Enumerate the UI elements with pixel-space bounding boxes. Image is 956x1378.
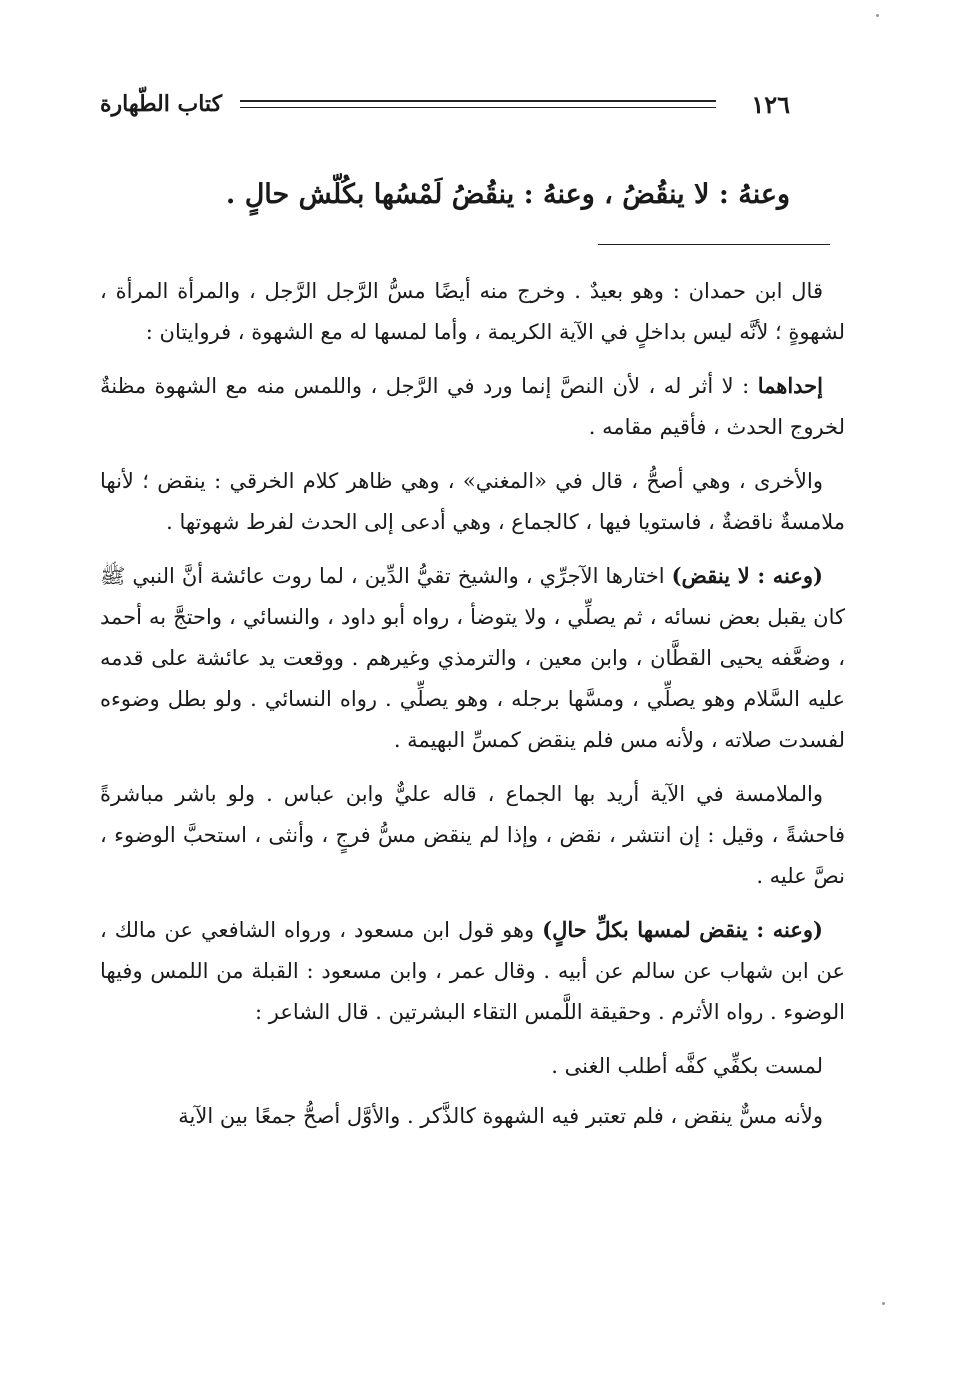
page-number: ١٢٦ (751, 89, 790, 119)
matn-heading: وعنهُ : لا ينقُضُ ، وعنهُ : ينقُضُ لَمْسُها بكُلّش حالٍ . (225, 179, 790, 210)
commentary-body (100, 270, 845, 1149)
paragraph (100, 365, 845, 448)
paragraph-lead: (وعنه : ينقض لمسها بكلِّ حالٍ) (542, 917, 823, 942)
paragraph (100, 773, 845, 897)
paragraph-text: : لا أثر له ، لأن النصَّ إنما ورد في الرَّجل ، واللمس منه مع الشهوة مظنةٌ لخروج الحدث ، فأقيم مقامه . (100, 374, 845, 439)
paragraph-text: اختارها الآجرِّي ، والشيخ تقيُّ الدِّين ، لما روت عائشة أنَّ النبي ﷺ كان يقبل بعض نسائه ، ثم يصلِّي ، ولا يتوضأ ، رواه أبو داود ، والنسائي ، واحتجَّ به أحمد ، وضعَّفه يحيى القطَّان ، وابن معين ، والترمذي وغيرهم . ووقعت يد عائشة على قدمه عليه السَّلام وهو يصلِّي ، ومسَّها برجله ، وهو يصلِّي . رواه النسائي . ولو بطل وضوءه لفسدت صلاته ، ولأنه مس فلم ينقض كمسِّ البهيمة . (100, 564, 845, 752)
paragraph (100, 1095, 845, 1137)
page-header (100, 84, 790, 124)
paragraph-text: لمست بكفِّي كفَّه أطلب الغنى . (551, 1054, 823, 1078)
paragraph (100, 270, 845, 353)
paragraph (100, 555, 845, 761)
paragraph-text: والأخرى ، وهي أصحُّ ، قال في «المغني» ، وهي ظاهر كلام الخرقي : ينقض ؛ لأنها ملامسةٌ ناقضةٌ ، فاستويا فيها ، كالجماع ، وهي أدعى إلى الحدث لفرط شهوتها . (100, 469, 845, 534)
paragraph-lead: إحداهما (757, 373, 823, 398)
scan-speck (876, 14, 879, 17)
verse-line (100, 1045, 845, 1087)
paragraph-text: والملامسة في الآية أريد بها الجماع ، قاله عليٌّ وابن عباس . ولو باشر مباشرةً فاحشةً ، وقيل : إن انتشر ، نقض ، وإذا لم ينقض مسُّ فرجٍ ، وأنثى ، استحبَّ الوضوء ، نصَّ عليه . (100, 782, 846, 888)
paragraph (100, 909, 845, 1033)
paragraph-lead: (وعنه : لا ينقض) (671, 563, 823, 588)
book-title: كتاب الطّهارة (100, 91, 223, 117)
header-rule (240, 100, 716, 108)
paragraph (100, 460, 845, 543)
paragraph-text: وهو قول ابن مسعود ، ورواه الشافعي عن مالك ، عن ابن شهاب عن سالم عن أبيه . وقال عمر ، وابن مسعود : القبلة من اللمس وفيها الوضوء . رواه الأثرم . وحقيقة اللَّمس التقاء البشرتين . قال الشاعر : (100, 918, 845, 1024)
paragraph-text: قال ابن حمدان : وهو بعيدٌ . وخرج منه أيضًا مسُّ الرَّجل الرَّجل ، والمرأة المرأة ، لشهوةٍ ؛ لأنَّه ليس بداخلٍ في الآية الكريمة ، وأما لمسها له مع الشهوة ، فروايتان : (100, 279, 845, 344)
paragraph-text: ولأنه مسٌّ ينقض ، فلم تعتبر فيه الشهوة كالذَّكر . والأوَّل أصحُّ جمعًا بين الآية (178, 1104, 823, 1128)
scan-speck (882, 1302, 885, 1305)
matn-separator-rule (598, 244, 830, 245)
